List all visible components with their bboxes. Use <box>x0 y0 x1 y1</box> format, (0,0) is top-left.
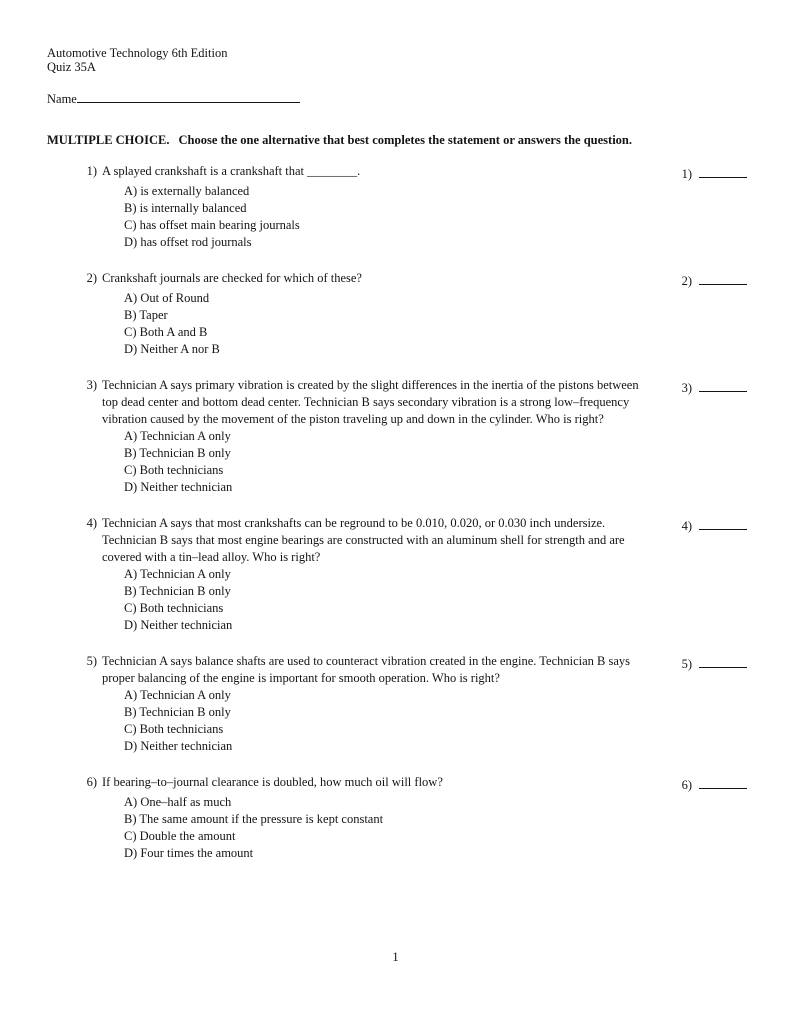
question-number: 3) <box>86 378 97 392</box>
option-a: A) Out of Round <box>124 291 210 305</box>
answer-field <box>682 163 747 183</box>
answer-field <box>682 515 747 535</box>
option-d: D) Neither technician <box>124 739 233 753</box>
options-group <box>47 183 747 251</box>
answer-blank <box>699 164 747 178</box>
question-6 <box>47 774 747 862</box>
question-number: 5) <box>86 654 97 668</box>
section-heading <box>47 132 757 149</box>
answer-blank <box>699 654 747 668</box>
quiz-subtitle: Quiz 35A <box>47 60 96 74</box>
options-group <box>47 290 747 358</box>
answer-blank <box>699 271 747 285</box>
option-d: D) Neither technician <box>124 618 233 632</box>
question-1 <box>47 163 747 251</box>
question-3 <box>47 377 747 496</box>
name-label: Name <box>47 92 77 106</box>
answer-number: 6) <box>681 778 692 792</box>
question-4 <box>47 515 747 634</box>
option-a: A) is externally balanced <box>124 184 250 198</box>
option-b: B) is internally balanced <box>124 201 247 215</box>
answer-blank <box>699 775 747 789</box>
option-b: B) Taper <box>124 308 168 322</box>
section-instructions: Choose the one alternative that best completes the statement or answers the question. <box>178 133 633 147</box>
question-text: Technician A says balance shafts are used to counteract vibration created in the engine. Technician B says proper balancing of the engine is important for smooth operation. Who is right? <box>102 654 631 685</box>
answer-field <box>682 377 747 397</box>
answer-blank <box>699 378 747 392</box>
question-5 <box>47 653 747 755</box>
option-c: C) Both A and B <box>124 325 208 339</box>
answer-number: 5) <box>681 657 692 671</box>
question-number: 1) <box>86 164 97 178</box>
question-2 <box>47 270 747 358</box>
option-c: C) has offset main bearing journals <box>124 218 300 232</box>
option-b: B) Technician B only <box>124 705 231 719</box>
option-c: C) Double the amount <box>124 829 236 843</box>
option-d: D) has offset rod journals <box>124 235 252 249</box>
answer-number: 2) <box>681 274 692 288</box>
option-a: A) Technician A only <box>124 567 231 581</box>
option-b: B) The same amount if the pressure is kept constant <box>124 812 384 826</box>
question-list <box>47 163 747 881</box>
option-d: D) Four times the amount <box>124 846 254 860</box>
question-text: Crankshaft journals are checked for which of these? <box>102 271 362 285</box>
question-number: 2) <box>86 271 97 285</box>
section-label: MULTIPLE CHOICE. <box>47 133 170 147</box>
answer-blank <box>699 516 747 530</box>
answer-number: 1) <box>681 167 692 181</box>
option-b: B) Technician B only <box>124 446 231 460</box>
answer-field <box>682 653 747 673</box>
document-header <box>47 46 227 74</box>
option-b: B) Technician B only <box>124 584 231 598</box>
option-d: D) Neither technician <box>124 480 233 494</box>
options-group <box>47 428 747 496</box>
name-row <box>47 89 300 108</box>
option-c: C) Both technicians <box>124 722 224 736</box>
option-c: C) Both technicians <box>124 601 224 615</box>
options-group <box>47 687 747 755</box>
options-group <box>47 794 747 862</box>
option-a: A) Technician A only <box>124 429 231 443</box>
page-title: Automotive Technology 6th Edition <box>47 46 228 60</box>
options-group <box>47 566 747 634</box>
page-number: 1 <box>392 950 399 964</box>
answer-number: 3) <box>681 381 692 395</box>
question-number: 6) <box>86 775 97 789</box>
question-text: Technician A says that most crankshafts can be reground to be 0.010, 0.020, or 0.030 inch undersize. Technician B says that most engine bearings are constructed with an aluminum shell for strength and are covered with a tin–lead alloy. Who is right? <box>102 516 625 564</box>
answer-field <box>682 270 747 290</box>
option-a: A) One–half as much <box>124 795 232 809</box>
question-number: 4) <box>86 516 97 530</box>
answer-field <box>682 774 747 794</box>
option-d: D) Neither A nor B <box>124 342 220 356</box>
option-a: A) Technician A only <box>124 688 231 702</box>
name-blank <box>77 89 300 103</box>
option-c: C) Both technicians <box>124 463 224 477</box>
question-text: A splayed crankshaft is a crankshaft that ________. <box>102 164 361 178</box>
question-text: If bearing–to–journal clearance is doubled, how much oil will flow? <box>102 775 443 789</box>
answer-number: 4) <box>681 519 692 533</box>
question-text: Technician A says primary vibration is created by the slight differences in the inertia of the pistons between top dead center and bottom dead center. Technician B says secondary vibration is a strong low–frequency vibration caused by the movement of the piston traveling up and down in the cylinder. Who is right? <box>102 378 639 426</box>
